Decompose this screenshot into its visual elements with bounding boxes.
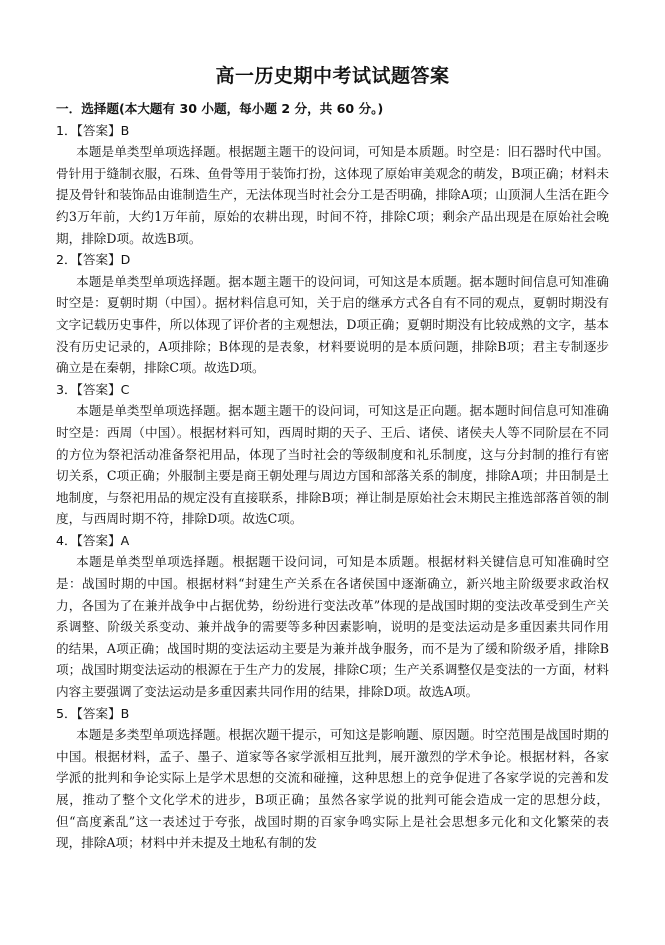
question-answer-label: 5．【答案】B xyxy=(56,705,130,721)
question-answer-label: 4．【答案】A xyxy=(56,532,130,548)
section-heading: 一．选择题(本大题有 30 小题，每小题 2 分，共 60 分。) xyxy=(56,101,384,116)
question-answer-label: 3．【答案】C xyxy=(56,381,130,397)
question-2 xyxy=(56,249,609,379)
question-answer-label: 1．【答案】B xyxy=(56,122,130,138)
question-explanation: 本题是单类型单项选择题。根据题主题干的设问词，可知是本质题。时空是：旧石器时代中国。骨针用于缝制衣服，石珠、鱼骨等用于装饰打扮，这体现了原始审美观念的萌发，B项正确；材料未提及骨针和装饰品由谁制造生产，无法体现当时社会分工是否明确，排除A项；山顶洞人生活在距今约3万年前，大约1万年前，原始的农耕出现，时间不符，排除C项；剩余产品出现是在原始社会晚期，排除D项。故选B项。 xyxy=(56,144,609,246)
question-explanation: 本题是单类型单项选择题。根据题干设问词，可知是本质题。根据材料关键信息可知准确时空是：战国时期的中国。根据材料“封建生产关系在各诸侯国中逐渐确立，新兴地主阶级要求政治权力，各国为了在兼并战争中占据优势，纷纷进行变法改革”体现的是战国时期的变法改革受到生产关系调整、阶级关系变动、兼并战争的需要等多种因素影响，说明的是变法运动是多重因素共同作用的结果，A项正确；战国时期的变法运动主要是为兼并战争服务，而不是为了缓和阶级矛盾，排除B项；战国时期变法运动的根源在于生产力的发展，排除C项；生产关系调整仅是变法的一方面，材料内容主要强调了变法运动是多重因素共同作用的结果，排除D项。故选A项。 xyxy=(56,554,609,700)
question-answer-label: 2．【答案】D xyxy=(56,252,131,268)
question-3 xyxy=(56,379,609,530)
question-1 xyxy=(56,120,609,250)
question-explanation: 本题是多类型单项选择题。根据次题干提示，可知这是影响题、原因题。时空范围是战国时期的中国。根据材料，孟子、墨子、道家等各家学派相互批判，展开激烈的学术争论。根据材料，各家学派的批判和争论实际上是学术思想的交流和碰撞，这种思想上的竞争促进了各家学说的完善和发展，推动了整个文化学术的进步，B项正确；虽然各家学说的批判可能会造成一定的思想分歧，但“高度紊乱”这一表述过于夸张，战国时期的百家争鸣实际上是社会思想多元化和文化繁荣的表现，排除A项；材料中并未提及土地私有制的发 xyxy=(56,727,609,851)
document-title: 高一历史期中考试试题答案 xyxy=(215,65,450,87)
question-explanation: 本题是单类型单项选择题。据本题主题干的设问词，可知这是正向题。据本题时间信息可知准确时空是：西周（中国）。根据材料可知，西周时期的天子、王后、诸侯、诸侯夫人等不同阶层在不同的方位为祭祀活动准备祭祀用品，体现了当时社会的等级制度和礼乐制度，这与分封制的推行有密切关系，C项正确；外服制主要是商王朝处理与周边方国和部落关系的制度，排除A项；井田制是土地制度，与祭祀用品的规定没有直接联系，排除B项；禅让制是原始社会末期民主推选部落首领的制度，与西周时期不符，排除D项。故选C项。 xyxy=(56,403,609,527)
question-5 xyxy=(56,703,609,854)
question-explanation: 本题是单类型单项选择题。据本题主题干的设问词，可知这是本质题。据本题时间信息可知准确时空是：夏朝时期（中国）。据材料信息可知，关于启的继承方式各自有不同的观点，夏朝时期没有文字记载历史事件，所以体现了评价者的主观想法，D项正确；夏朝时期没有比较成熟的文字，基本没有历史记录的，A项排除；B体现的是表象，材料要说明的是本质问题，排除B项；君主专制逐步确立是在秦朝，排除C项。故选D项。 xyxy=(56,273,609,376)
question-4 xyxy=(56,530,609,703)
